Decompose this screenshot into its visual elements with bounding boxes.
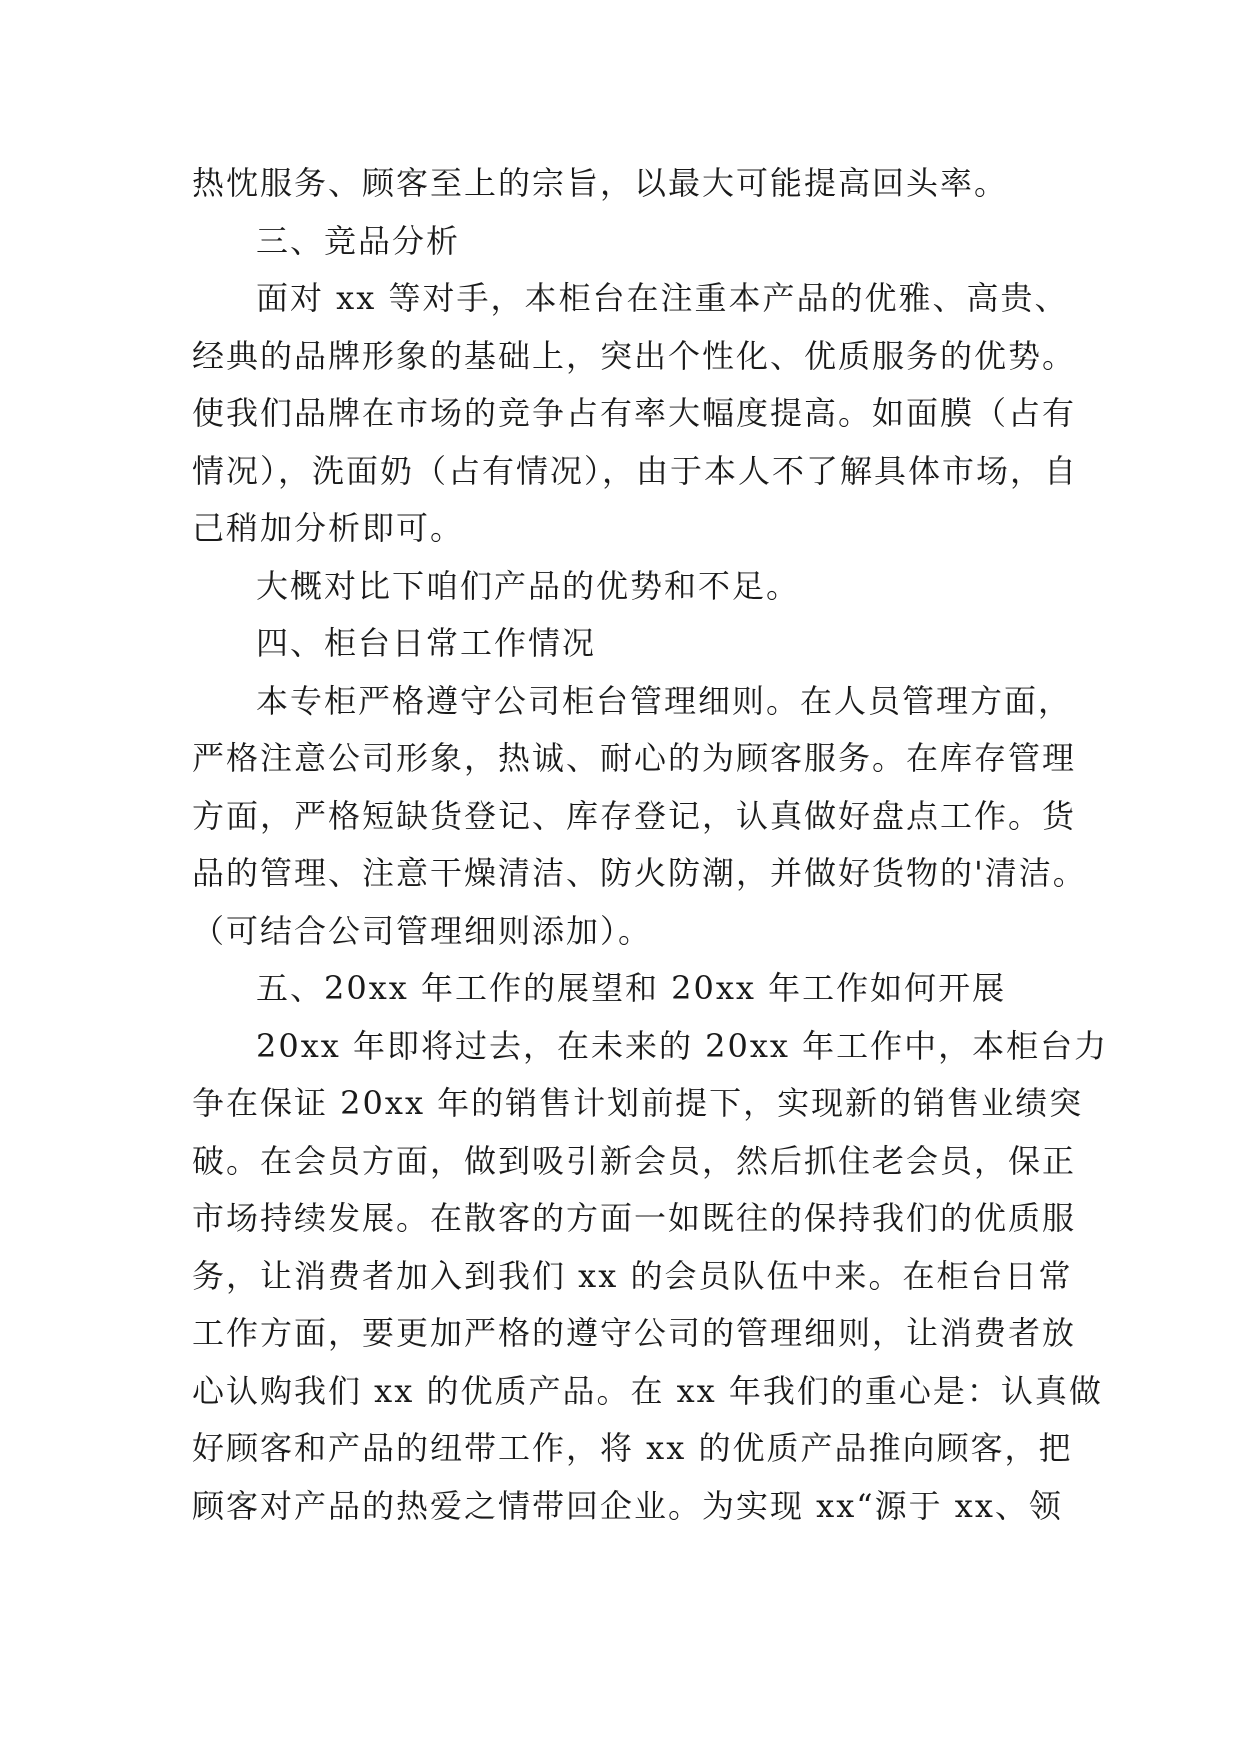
text-line: 市场持续发展。在散客的方面一如既往的保持我们的优质服: [192, 1199, 1077, 1237]
text-line: 热忱服务、顾客至上的宗旨，以最大可能提高回头率。: [192, 164, 1009, 202]
text-line: 严格注意公司形象，热诚、耐心的为顾客服务。在库存管理: [192, 739, 1077, 777]
text-line: 己稍加分析即可。: [192, 509, 465, 547]
paragraph-start-line: 本专柜严格遵守公司柜台管理细则。在人员管理方面，: [256, 681, 1073, 720]
text-line: 好顾客和产品的纽带工作，将 xx 的优质产品推向顾客，把: [192, 1429, 1073, 1467]
text-line: 情况），洗面奶（占有情况），由于本人不了解具体市场，自: [192, 451, 1079, 490]
document-body: [192, 155, 1109, 1535]
text-line: 品的管理、注意干燥清洁、防火防潮，并做好货物的'清洁。: [192, 854, 1087, 892]
text-line: （可结合公司管理细则添加）。: [192, 911, 653, 950]
text-line: 心认购我们 xx 的优质产品。在 xx 年我们的重心是：认真做: [192, 1371, 1103, 1410]
text-line: 方面，严格短缺货登记、库存登记，认真做好盘点工作。货: [192, 796, 1077, 835]
paragraph-start-line: 三、竞品分析: [256, 221, 461, 260]
paragraph-start-line: 20xx 年即将过去，在未来的 20xx 年工作中，本柜台力: [256, 1026, 1109, 1065]
paragraph-start-line: 五、20xx 年工作的展望和 20xx 年工作如何开展: [256, 969, 1007, 1007]
text-line: 工作方面，要更加严格的遵守公司的管理细则，让消费者放: [192, 1314, 1077, 1352]
paragraph-start-line: 四、柜台日常工作情况: [256, 624, 597, 662]
text-line: 破。在会员方面，做到吸引新会员，然后抓住老会员，保正: [192, 1141, 1077, 1180]
text-line: 争在保证 20xx 年的销售计划前提下，实现新的销售业绩突: [192, 1084, 1084, 1122]
text-line: 务，让消费者加入到我们 xx 的会员队伍中来。在柜台日常: [192, 1256, 1073, 1295]
text-line: 经典的品牌形象的基础上，突出个性化、优质服务的优势。: [192, 336, 1077, 375]
paragraph-start-line: 面对 xx 等对手，本柜台在注重本产品的优雅、高贵、: [256, 279, 1069, 317]
text-line: 使我们品牌在市场的竞争占有率大幅度提高。如面膜（占有: [192, 394, 1077, 432]
paragraph-start-line: 大概对比下咱们产品的优势和不足。: [256, 566, 801, 605]
text-line: 顾客对产品的热爱之情带回企业。为实现 xx“源于 xx、领: [192, 1486, 1063, 1525]
